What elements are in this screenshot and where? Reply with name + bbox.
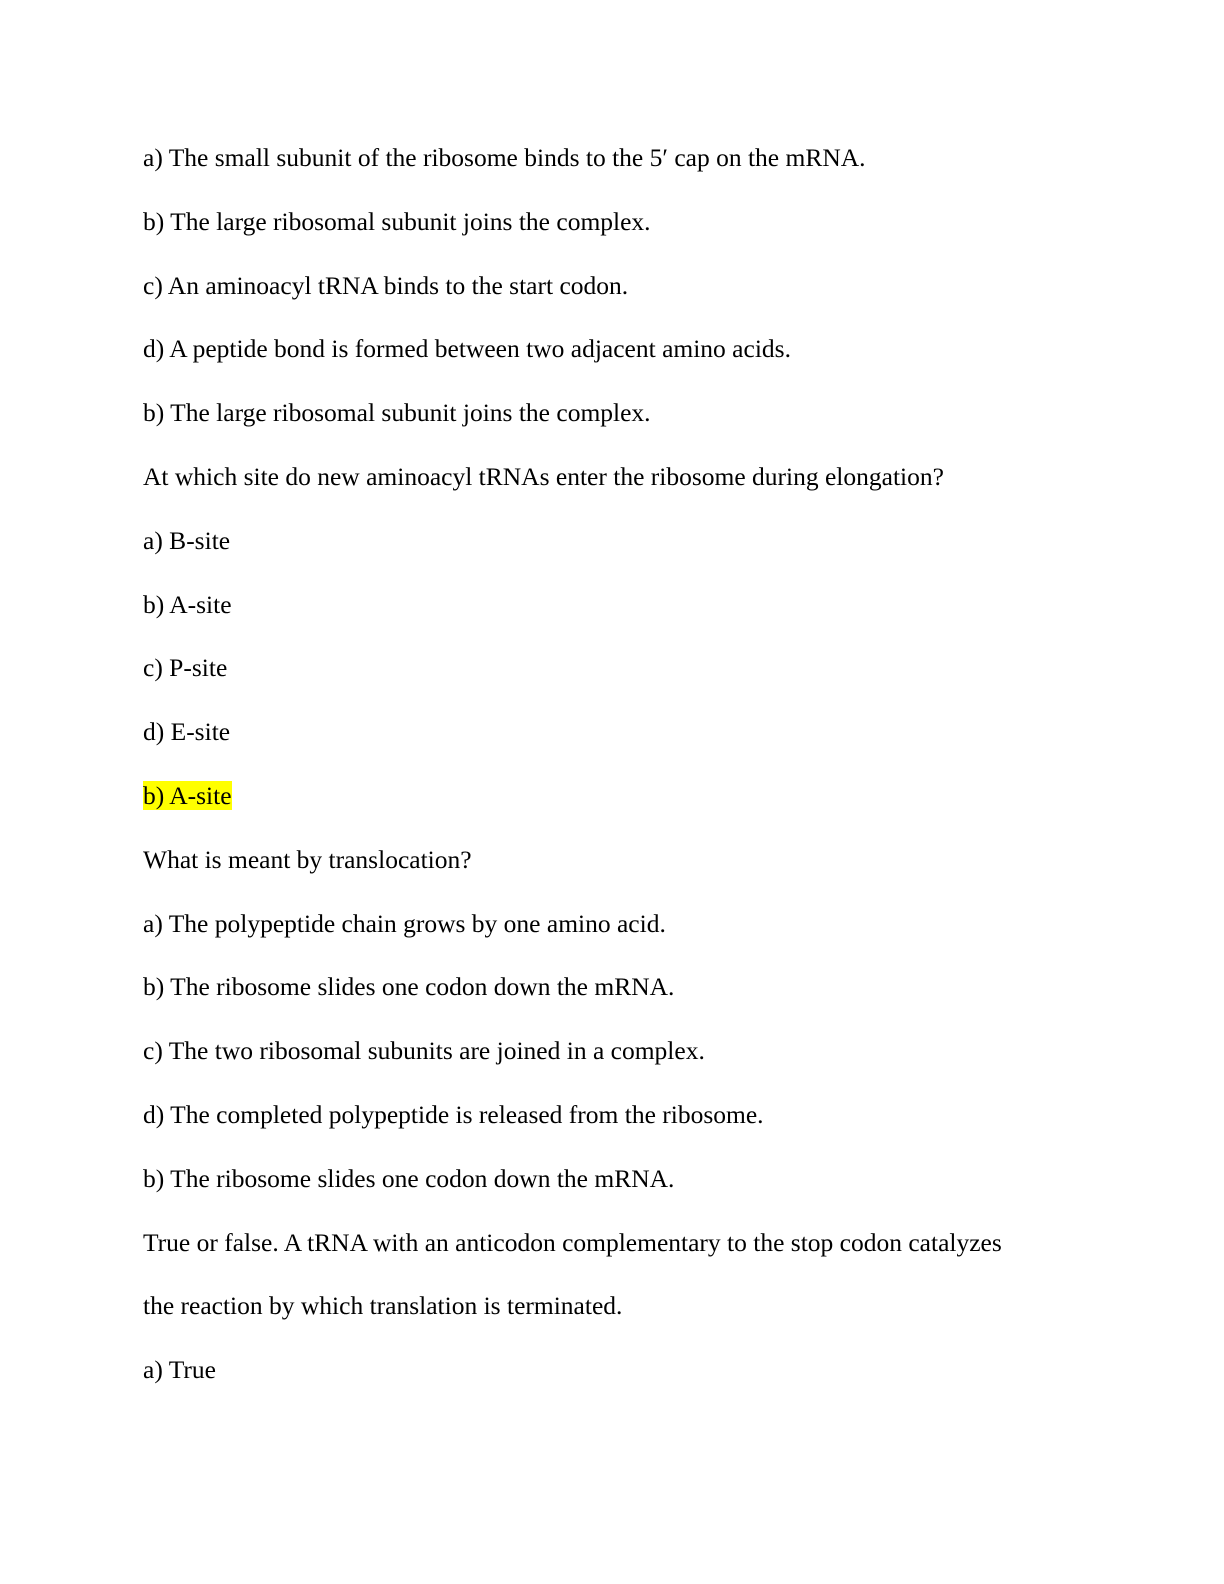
option-line (143, 1033, 1103, 1097)
option-line (143, 140, 1103, 204)
line-text: a) The small subunit of the ribosome binds to the 5′ cap on the mRNA. (143, 143, 866, 172)
line-text: a) The polypeptide chain grows by one amino acid. (143, 908, 666, 938)
line-text: d) A peptide bond is formed between two adjacent amino acids. (143, 334, 791, 364)
answer-line (143, 395, 1103, 459)
option-line (143, 268, 1103, 332)
question-line (143, 1288, 1103, 1352)
line-text: True or false. A tRNA with an anticodon complementary to the stop codon catalyzes (143, 1227, 1002, 1257)
question-line (143, 1225, 1103, 1289)
highlighted-answer: b) A-site (143, 780, 232, 810)
line-text: b) The large ribosomal subunit joins the complex. (143, 206, 651, 236)
line-text: a) True (143, 1355, 216, 1385)
line-text: b) A-site (143, 589, 232, 619)
line-text: b) The ribosome slides one codon down the mRNA. (143, 1163, 675, 1193)
answer-line (143, 1161, 1103, 1225)
line-text: a) B-site (143, 525, 231, 555)
option-line (143, 587, 1103, 651)
question-line (143, 842, 1103, 906)
option-line (143, 331, 1103, 395)
line-text: c) P-site (143, 653, 228, 683)
question-line (143, 459, 1103, 523)
option-line (143, 714, 1103, 778)
option-line (143, 650, 1103, 714)
answer-line (143, 778, 1103, 842)
line-text: b) The large ribosomal subunit joins the complex. (143, 398, 651, 428)
line-text: b) The ribosome slides one codon down the mRNA. (143, 972, 675, 1002)
option-line (143, 1097, 1103, 1161)
line-text: d) The completed polypeptide is released from the ribosome. (143, 1099, 764, 1129)
line-text: What is meant by translocation? (143, 844, 472, 874)
option-line (143, 906, 1103, 970)
line-text: the reaction by which translation is terminated. (143, 1291, 623, 1321)
document-body (143, 140, 1103, 1416)
line-text: d) E-site (143, 717, 231, 747)
line-text: c) The two ribosomal subunits are joined in a complex. (143, 1036, 705, 1066)
line-text: c) An aminoacyl tRNA binds to the start codon. (143, 270, 629, 300)
line-text: At which site do new aminoacyl tRNAs enter the ribosome during elongation? (143, 461, 944, 491)
option-line (143, 523, 1103, 587)
option-line (143, 1352, 1103, 1416)
option-line (143, 204, 1103, 268)
option-line (143, 969, 1103, 1033)
